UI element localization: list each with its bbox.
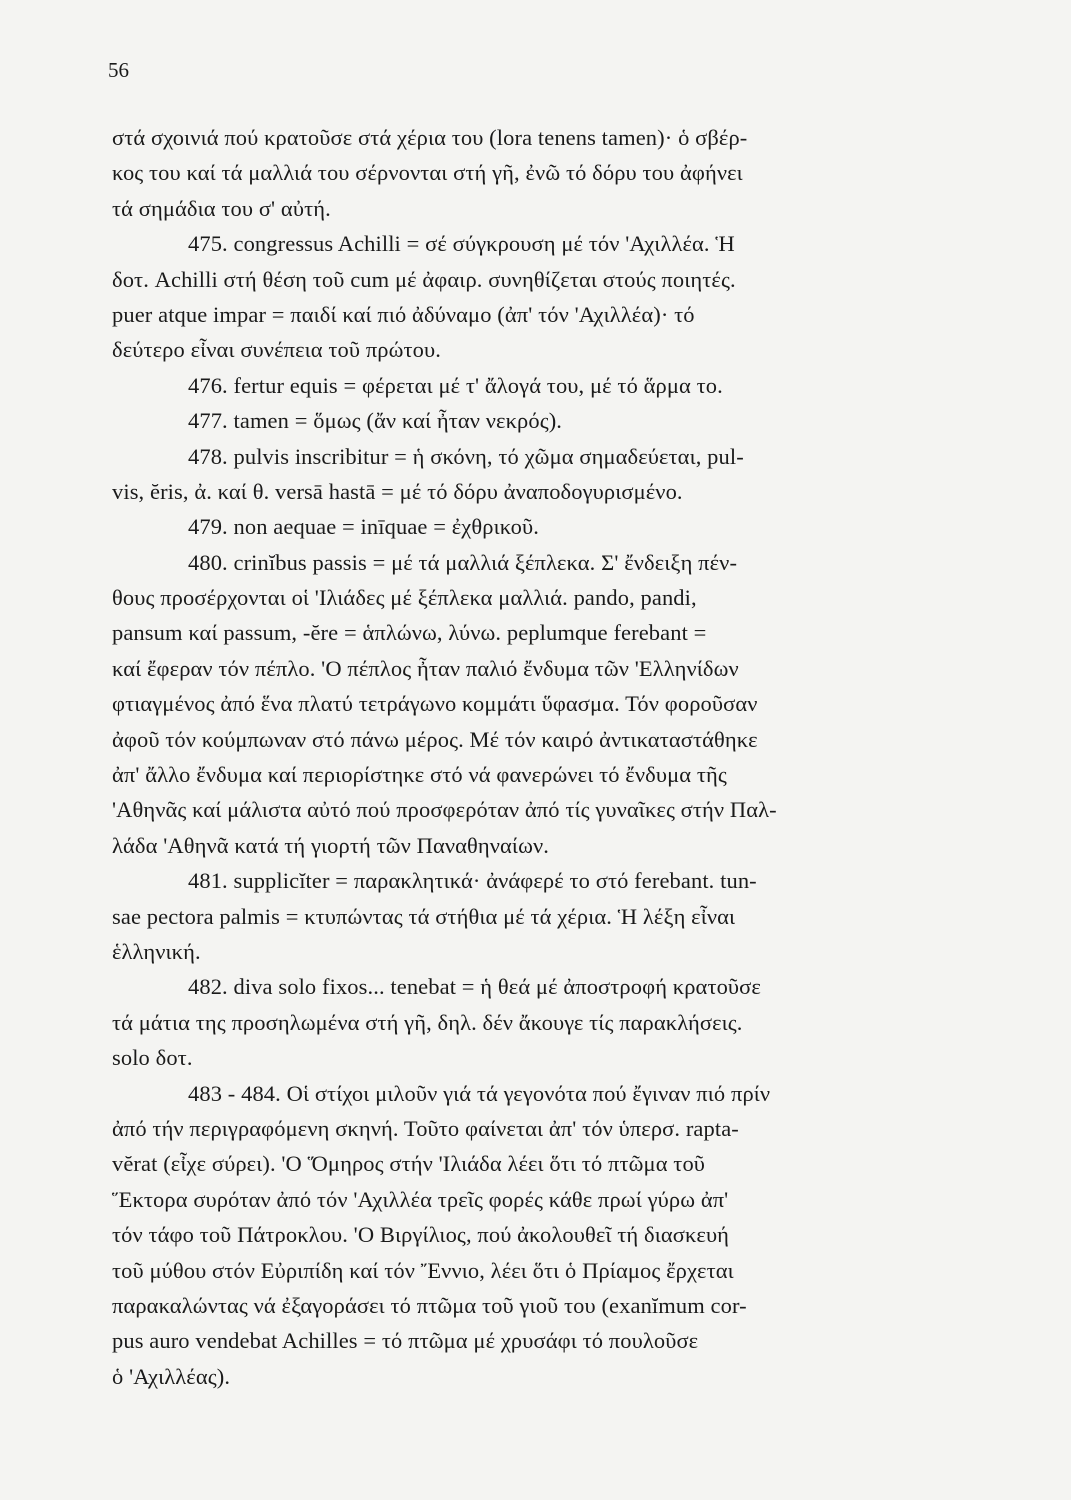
text-line: Ἕκτορα συρόταν ἀπό τόν 'Αχιλλέα τρεῖς φορές κάθε πρωί γύρω ἀπ'	[112, 1186, 729, 1212]
text-line: ἑλληνική.	[112, 938, 201, 964]
text-line: pansum καί passum, -ĕre = ἁπλώνω, λύνω. peplumque ferebant =	[112, 620, 707, 646]
note-477: 477. tamen = ὅμως (ἄν καί ἦταν νεκρός).	[188, 408, 563, 434]
note-476: 476. fertur equis = φέρεται μέ τ' ἄλογά του, μέ τό ἅρμα το.	[188, 372, 723, 398]
note-482: 482. diva solo fixos... tenebat = ἡ θεά μέ ἀποστροφή κρατοῦσε	[188, 974, 761, 1000]
text-line: κος του καί τά μαλλιά του σέρνονται στή γῆ, ἐνῶ τό δόρυ του ἀφήνει	[112, 160, 743, 186]
text-line: στά σχοινιά πού κρατοῦσε στά χέρια του (lora tenens tamen)· ὁ σβέρ-	[112, 125, 748, 150]
text-line: τόν τάφο τοῦ Πάτροκλου. 'Ο Βιργίλιος, πού ἀκολουθεῖ τή διασκευή	[112, 1222, 730, 1248]
text-line: λάδα 'Αθηνᾶ κατά τή γιορτή τῶν Παναθηναίων.	[112, 832, 549, 858]
text-line: ὁ 'Αχιλλέας).	[112, 1363, 231, 1389]
text-line: τοῦ μύθου στόν Εὐριπίδη καί τόν Ἔννιο, λέει ὅτι ὁ Πρίαμος ἔρχεται	[112, 1257, 734, 1283]
text-line: παρακαλώντας νά ἐξαγοράσει τό πτῶμα τοῦ γιοῦ του (exanĭmum cor-	[112, 1292, 747, 1318]
text-line: ἀπ' ἄλλο ἔνδυμα καί περιορίστηκε στό νά φανερώνει τό ἔνδυμα τῆς	[112, 762, 727, 788]
text-line: solo δοτ.	[112, 1045, 193, 1071]
text-line: 'Αθηνᾶς καί μάλιστα αὐτό πού προσφερόταν ἀπό τίς γυναῖκες στήν Παλ-	[112, 797, 777, 823]
text-line: καί ἔφεραν τόν πέπλο. 'Ο πέπλος ἦταν παλιό ἔνδυμα τῶν 'Ελληνίδων	[112, 655, 739, 681]
text-line: puer atque impar = παιδί καί πιό ἀδύναμο (ἀπ' τόν 'Αχιλλέα)· τό	[112, 301, 695, 327]
text-line: vis, ĕris, ἀ. καί θ. versā hastā = μέ τό δόρυ ἀναποδογυρισμένο.	[112, 478, 683, 504]
text-line: δοτ. Achilli στή θέση τοῦ cum μέ ἀφαιρ. συνηθίζεται στούς ποιητές.	[112, 266, 736, 292]
text-line: θους προσέρχονται οἱ 'Ιλιάδες μέ ξέπλεκα μαλλιά. pando, pandi,	[112, 585, 697, 611]
text-line: pus auro vendebat Achilles = τό πτῶμα μέ χρυσάφι τό πουλοῦσε	[112, 1328, 699, 1354]
note-479: 479. non aequae = inīquae = ἐχθρικοῦ.	[188, 514, 539, 540]
text-line: δεύτερο εἶναι συνέπεια τοῦ πρώτου.	[112, 337, 442, 363]
text-line: sae pectora palmis = κτυπώντας τά στήθια μέ τά χέρια. Ἡ λέξη εἶναι	[112, 903, 736, 929]
note-480: 480. crinĭbus passis = μέ τά μαλλιά ξέπλεκα. Σ' ἔνδειξη πέν-	[188, 549, 738, 575]
page-number: 56	[108, 58, 129, 82]
note-478: 478. pulvis inscribitur = ἡ σκόνη, τό χῶμα σημαδεύεται, pul-	[188, 443, 744, 469]
commentary-text	[112, 120, 1010, 1394]
note-475: 475. congressus Achilli = σέ σύγκρουση μέ τόν 'Αχιλλέα. Ἡ	[188, 231, 735, 257]
note-481: 481. supplicĭter = παρακλητικά· ἀνάφερέ το στό ferebant. tun-	[188, 868, 757, 894]
note-483-484: 483 - 484. Οἱ στίχοι μιλοῦν γιά τά γεγονότα πού ἔγιναν πιό πρίν	[188, 1080, 771, 1106]
text-line: φτιαγμένος ἀπό ἕνα πλατύ τετράγωνο κομμάτι ὕφασμα. Τόν φοροῦσαν	[112, 691, 758, 717]
text-line: ἀπό τήν περιγραφόμενη σκηνή. Τοῦτο φαίνεται ἀπ' τόν ὑπερσ. rapta-	[112, 1115, 739, 1141]
text-line: τά σημάδια του σ' αὐτή.	[112, 195, 331, 221]
text-line: ἀφοῦ τόν κούμπωναν στό πάνω μέρος. Μέ τόν καιρό ἀντικαταστάθηκε	[112, 726, 758, 752]
text-line: τά μάτια της προσηλωμένα στή γῆ, δηλ. δέν ἄκουγε τίς παρακλήσεις.	[112, 1009, 743, 1035]
text-line: vĕrat (εἶχε σύρει). 'Ο Ὅμηρος στήν 'Ιλιάδα λέει ὅτι τό πτῶμα τοῦ	[112, 1151, 706, 1177]
